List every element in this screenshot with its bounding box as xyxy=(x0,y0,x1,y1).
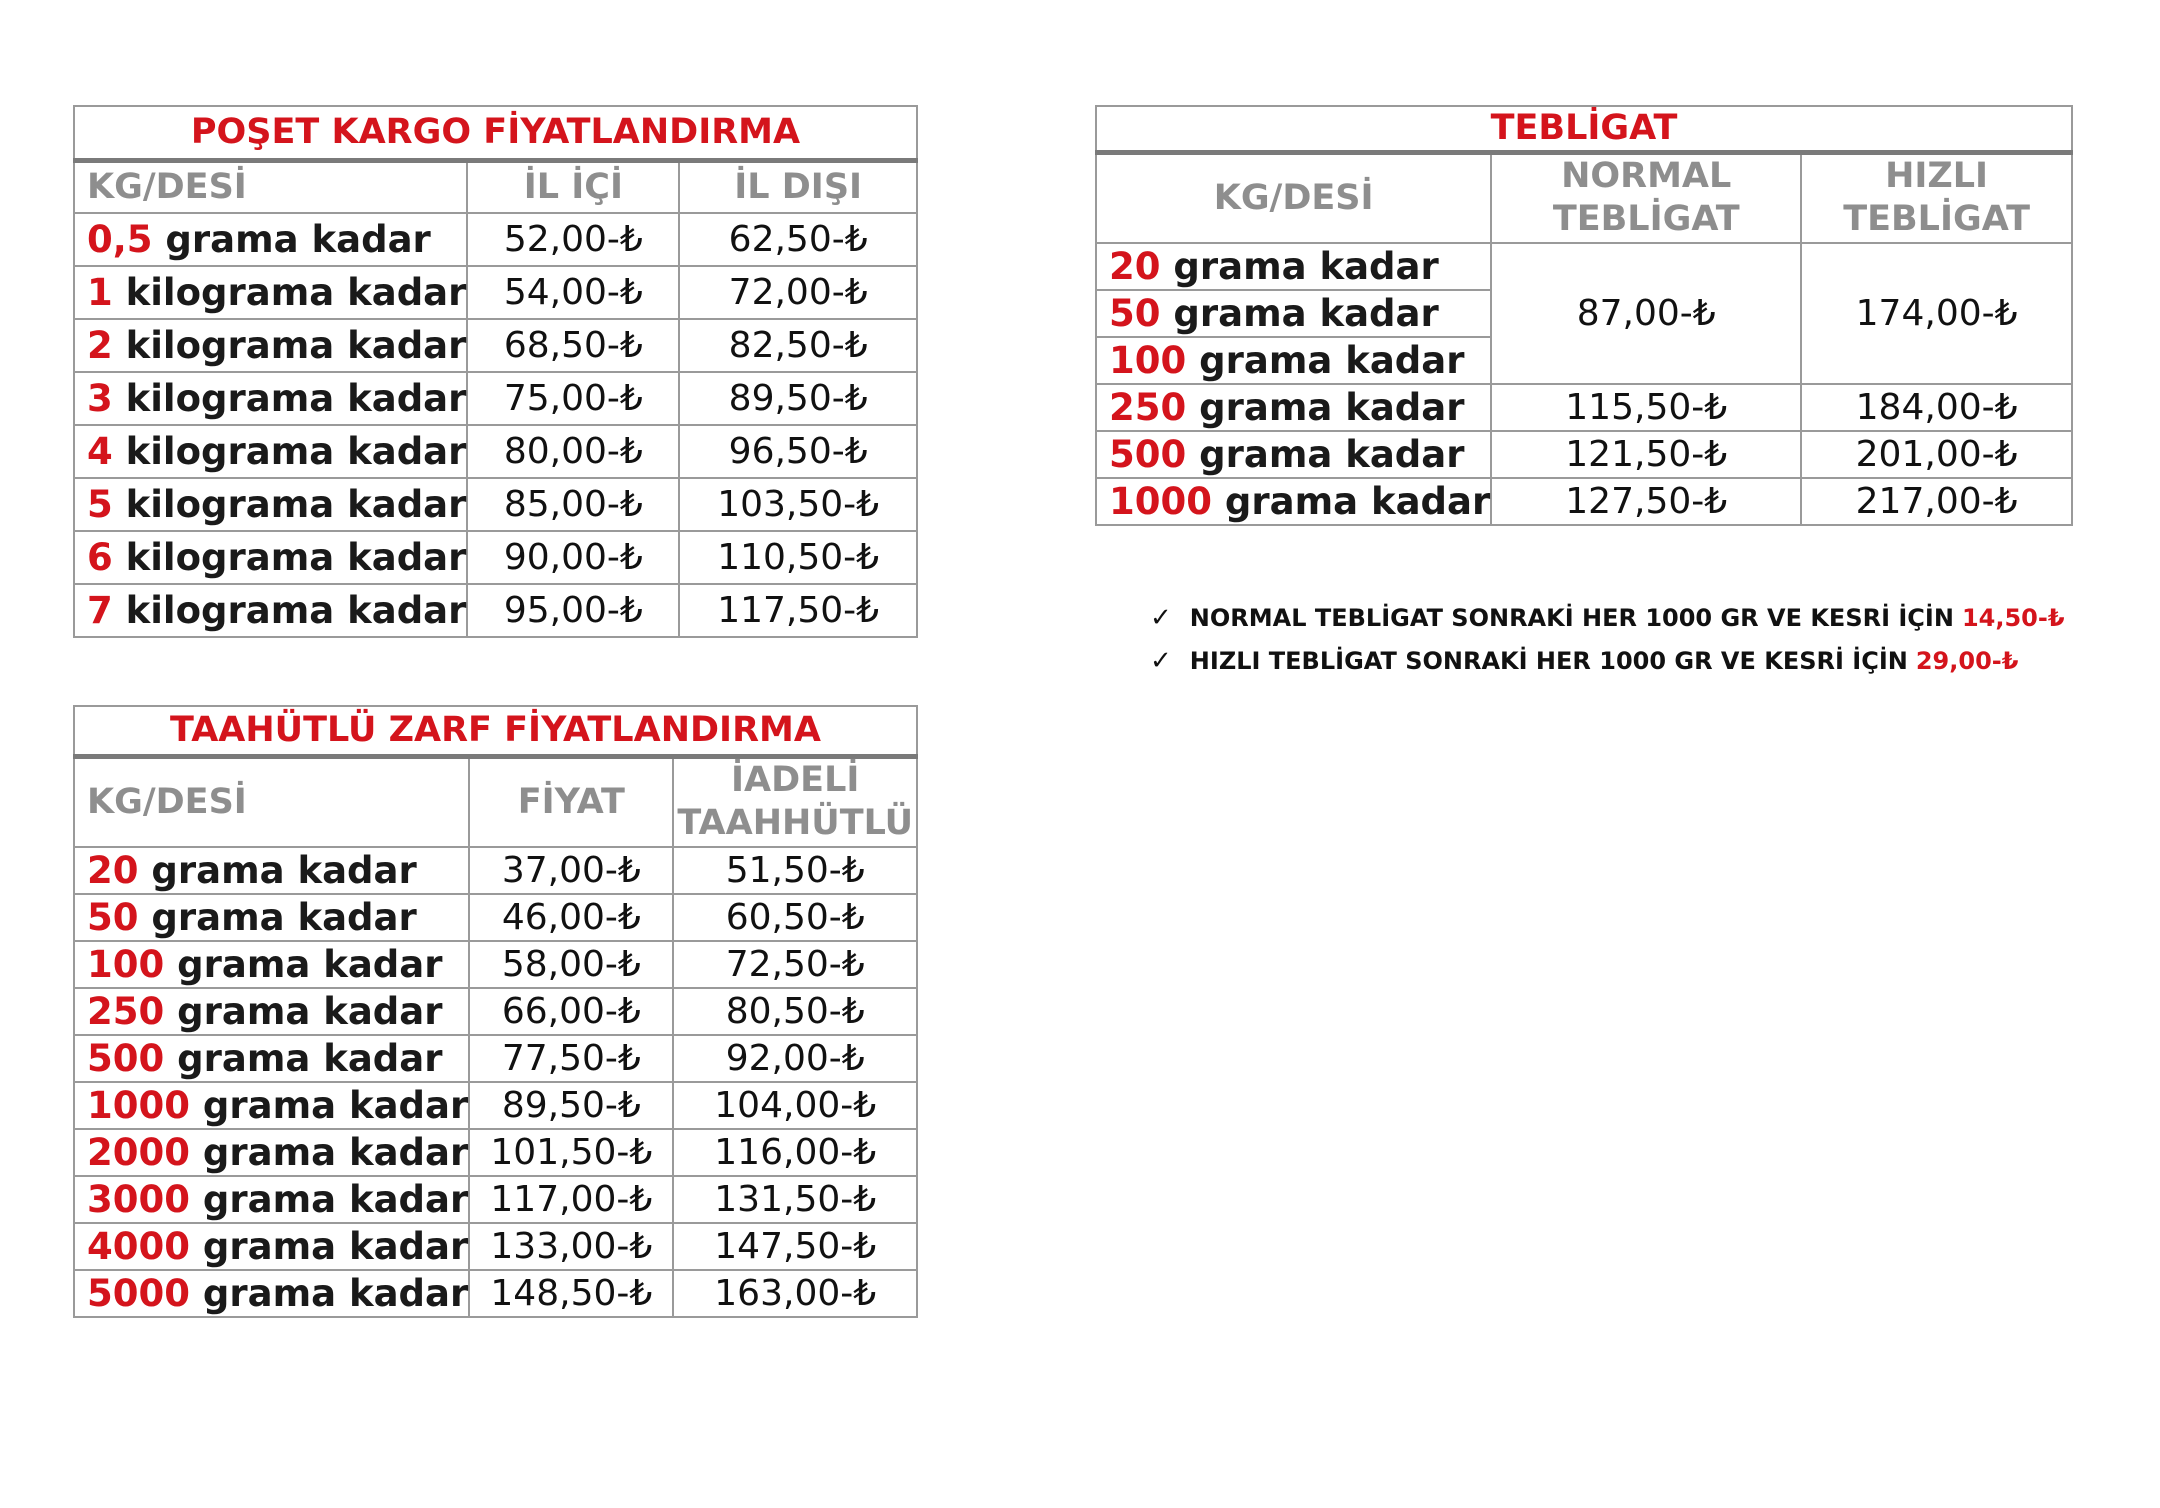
price-il-disi: 89,50-₺ xyxy=(679,372,917,425)
price-fiyat: 66,00-₺ xyxy=(469,988,673,1035)
row-label xyxy=(74,266,467,319)
weight-number: 250 xyxy=(87,990,165,1033)
poset-kargo-title: POŞET KARGO FİYATLANDIRMA xyxy=(74,106,917,160)
price-iadeli: 104,00-₺ xyxy=(673,1082,917,1129)
weight-number: 500 xyxy=(87,1037,165,1080)
price-normal: 127,50-₺ xyxy=(1491,478,1801,525)
table-row xyxy=(74,847,917,894)
row-label xyxy=(74,1082,469,1129)
header-line-1: HIZLI xyxy=(1885,156,1989,197)
header-line-2: TAAHHÜTLÜ xyxy=(677,803,914,844)
note-price: 29,00-₺ xyxy=(1915,646,2019,675)
row-label xyxy=(1096,290,1491,337)
weight-unit: grama kadar xyxy=(1160,245,1439,288)
table-row xyxy=(74,1176,917,1223)
table-row xyxy=(1096,384,2072,431)
weight-number: 7 xyxy=(87,589,113,632)
weight-number: 100 xyxy=(1109,339,1187,382)
note-text: HIZLI TEBLİGAT SONRAKİ HER 1000 GR VE KESRİ İÇİN xyxy=(1189,646,1908,675)
weight-number: 20 xyxy=(1109,245,1161,288)
price-il-ici: 95,00-₺ xyxy=(467,584,679,637)
weight-number: 2000 xyxy=(87,1131,190,1174)
weight-number: 500 xyxy=(1109,433,1187,476)
table-row xyxy=(74,372,917,425)
poset-kargo-table xyxy=(73,105,918,638)
header-kg-desi: KG/DESİ xyxy=(74,160,467,213)
weight-unit: kilograma kadar xyxy=(112,271,467,314)
table-header-row xyxy=(1096,152,2072,243)
row-label xyxy=(1096,431,1491,478)
table-row xyxy=(74,531,917,584)
price-il-disi: 62,50-₺ xyxy=(679,213,917,266)
price-il-ici: 68,50-₺ xyxy=(467,319,679,372)
table-title-row xyxy=(1096,106,2072,152)
row-label xyxy=(74,1035,469,1082)
row-label xyxy=(74,1129,469,1176)
weight-number: 2 xyxy=(87,324,113,367)
price-fiyat: 77,50-₺ xyxy=(469,1035,673,1082)
price-il-disi: 103,50-₺ xyxy=(679,478,917,531)
weight-number: 4 xyxy=(87,430,113,473)
tebligat-title: TEBLİGAT xyxy=(1096,106,2072,152)
check-icon: ✓ xyxy=(1150,645,1172,676)
table-row xyxy=(74,1223,917,1270)
row-label xyxy=(74,1223,469,1270)
weight-unit: grama kadar xyxy=(189,1272,469,1315)
table-row xyxy=(74,1035,917,1082)
row-label xyxy=(74,584,467,637)
row-label xyxy=(74,213,467,266)
weight-unit: grama kadar xyxy=(189,1084,469,1127)
weight-unit: grama kadar xyxy=(164,990,443,1033)
weight-number: 1000 xyxy=(1109,480,1212,523)
note-hizli xyxy=(1150,639,2065,682)
price-fiyat: 148,50-₺ xyxy=(469,1270,673,1317)
weight-unit: grama kadar xyxy=(189,1178,469,1221)
weight-number: 50 xyxy=(87,896,139,939)
weight-unit: grama kadar xyxy=(189,1225,469,1268)
note-text: NORMAL TEBLİGAT SONRAKİ HER 1000 GR VE KESRİ İÇİN xyxy=(1189,603,1954,632)
row-label xyxy=(74,1176,469,1223)
weight-unit: grama kadar xyxy=(164,1037,443,1080)
price-fiyat: 46,00-₺ xyxy=(469,894,673,941)
row-label xyxy=(74,847,469,894)
price-il-ici: 85,00-₺ xyxy=(467,478,679,531)
table-header-row xyxy=(74,756,917,847)
header-line-1: İADELİ xyxy=(731,760,860,801)
taahhutlu-title: TAAHÜTLÜ ZARF FİYATLANDIRMA xyxy=(74,706,917,756)
header-kg-desi: KG/DESİ xyxy=(74,756,469,847)
weight-number: 3000 xyxy=(87,1178,190,1221)
price-fiyat: 133,00-₺ xyxy=(469,1223,673,1270)
weight-number: 250 xyxy=(1109,386,1187,429)
table-row xyxy=(74,894,917,941)
price-il-disi: 82,50-₺ xyxy=(679,319,917,372)
row-label xyxy=(1096,337,1491,384)
price-fiyat: 117,00-₺ xyxy=(469,1176,673,1223)
table-row xyxy=(74,319,917,372)
price-il-ici: 54,00-₺ xyxy=(467,266,679,319)
table-row xyxy=(74,478,917,531)
weight-unit: kilograma kadar xyxy=(112,377,467,420)
weight-unit: grama kadar xyxy=(1211,480,1491,523)
price-fiyat: 58,00-₺ xyxy=(469,941,673,988)
price-il-disi: 72,00-₺ xyxy=(679,266,917,319)
row-label xyxy=(74,894,469,941)
row-label xyxy=(74,319,467,372)
weight-unit: kilograma kadar xyxy=(112,430,467,473)
table-row xyxy=(1096,243,2072,290)
row-label xyxy=(1096,243,1491,290)
table-title-row xyxy=(74,706,917,756)
row-label xyxy=(74,372,467,425)
weight-unit: kilograma kadar xyxy=(112,483,467,526)
weight-unit: grama kadar xyxy=(1160,292,1439,335)
price-iadeli: 163,00-₺ xyxy=(673,1270,917,1317)
table-row xyxy=(74,584,917,637)
weight-number: 20 xyxy=(87,849,139,892)
price-il-disi: 96,50-₺ xyxy=(679,425,917,478)
note-price: 14,50-₺ xyxy=(1961,603,2065,632)
weight-number: 100 xyxy=(87,943,165,986)
price-iadeli: 72,50-₺ xyxy=(673,941,917,988)
table-title-row xyxy=(74,106,917,160)
price-il-disi: 110,50-₺ xyxy=(679,531,917,584)
price-normal: 121,50-₺ xyxy=(1491,431,1801,478)
note-normal xyxy=(1150,596,2065,639)
price-iadeli: 60,50-₺ xyxy=(673,894,917,941)
price-il-ici: 80,00-₺ xyxy=(467,425,679,478)
weight-unit: grama kadar xyxy=(1186,433,1465,476)
weight-number: 3 xyxy=(87,377,113,420)
price-iadeli: 116,00-₺ xyxy=(673,1129,917,1176)
table-row xyxy=(74,1129,917,1176)
table-row xyxy=(74,1270,917,1317)
price-il-ici: 90,00-₺ xyxy=(467,531,679,584)
price-il-disi: 117,50-₺ xyxy=(679,584,917,637)
weight-unit: kilograma kadar xyxy=(112,589,467,632)
table-row xyxy=(74,425,917,478)
header-hizli-tebligat xyxy=(1801,152,2072,243)
price-iadeli: 92,00-₺ xyxy=(673,1035,917,1082)
weight-number: 4000 xyxy=(87,1225,190,1268)
price-hizli: 217,00-₺ xyxy=(1801,478,2072,525)
weight-unit: grama kadar xyxy=(1186,386,1465,429)
row-label xyxy=(1096,384,1491,431)
weight-unit: kilograma kadar xyxy=(112,324,467,367)
row-label xyxy=(1096,478,1491,525)
price-fiyat: 89,50-₺ xyxy=(469,1082,673,1129)
table-row xyxy=(1096,431,2072,478)
header-line-2: TEBLİGAT xyxy=(1552,199,1740,240)
row-label xyxy=(74,478,467,531)
price-iadeli: 147,50-₺ xyxy=(673,1223,917,1270)
weight-number: 5 xyxy=(87,483,113,526)
weight-unit: grama kadar xyxy=(1186,339,1465,382)
price-fiyat: 101,50-₺ xyxy=(469,1129,673,1176)
table-row xyxy=(74,1082,917,1129)
header-fiyat: FİYAT xyxy=(469,756,673,847)
weight-unit: grama kadar xyxy=(189,1131,469,1174)
table-row xyxy=(74,941,917,988)
tebligat-table xyxy=(1095,105,2073,526)
header-il-ici: İL İÇİ xyxy=(467,160,679,213)
header-iadeli-taahhutlu xyxy=(673,756,917,847)
price-normal: 115,50-₺ xyxy=(1491,384,1801,431)
header-line-1: NORMAL xyxy=(1561,156,1732,197)
weight-unit: kilograma kadar xyxy=(112,536,467,579)
weight-unit: grama kadar xyxy=(164,943,443,986)
tebligat-notes xyxy=(1150,596,2065,682)
price-hizli: 201,00-₺ xyxy=(1801,431,2072,478)
price-iadeli: 131,50-₺ xyxy=(673,1176,917,1223)
table-header-row xyxy=(74,160,917,213)
table-row xyxy=(74,988,917,1035)
row-label xyxy=(74,1270,469,1317)
row-label xyxy=(74,531,467,584)
price-hizli: 184,00-₺ xyxy=(1801,384,2072,431)
weight-unit: grama kadar xyxy=(152,218,431,261)
taahhutlu-zarf-table xyxy=(73,705,918,1318)
header-il-disi: İL DIŞI xyxy=(679,160,917,213)
table-row xyxy=(74,266,917,319)
weight-number: 6 xyxy=(87,536,113,579)
header-kg-desi: KG/DESİ xyxy=(1096,152,1491,243)
weight-number: 1 xyxy=(87,271,113,314)
price-il-ici: 52,00-₺ xyxy=(467,213,679,266)
weight-number: 50 xyxy=(1109,292,1161,335)
table-row xyxy=(1096,478,2072,525)
price-iadeli: 80,50-₺ xyxy=(673,988,917,1035)
weight-unit: grama kadar xyxy=(138,896,417,939)
price-normal-merged: 87,00-₺ xyxy=(1491,243,1801,384)
price-fiyat: 37,00-₺ xyxy=(469,847,673,894)
weight-number: 1000 xyxy=(87,1084,190,1127)
weight-number: 5000 xyxy=(87,1272,190,1315)
price-hizli-merged: 174,00-₺ xyxy=(1801,243,2072,384)
row-label xyxy=(74,425,467,478)
row-label xyxy=(74,988,469,1035)
price-iadeli: 51,50-₺ xyxy=(673,847,917,894)
row-label xyxy=(74,941,469,988)
price-il-ici: 75,00-₺ xyxy=(467,372,679,425)
check-icon: ✓ xyxy=(1150,602,1172,633)
header-normal-tebligat xyxy=(1491,152,1801,243)
weight-unit: grama kadar xyxy=(138,849,417,892)
weight-number: 0,5 xyxy=(87,218,153,261)
table-row xyxy=(74,213,917,266)
header-line-2: TEBLİGAT xyxy=(1843,199,2030,240)
